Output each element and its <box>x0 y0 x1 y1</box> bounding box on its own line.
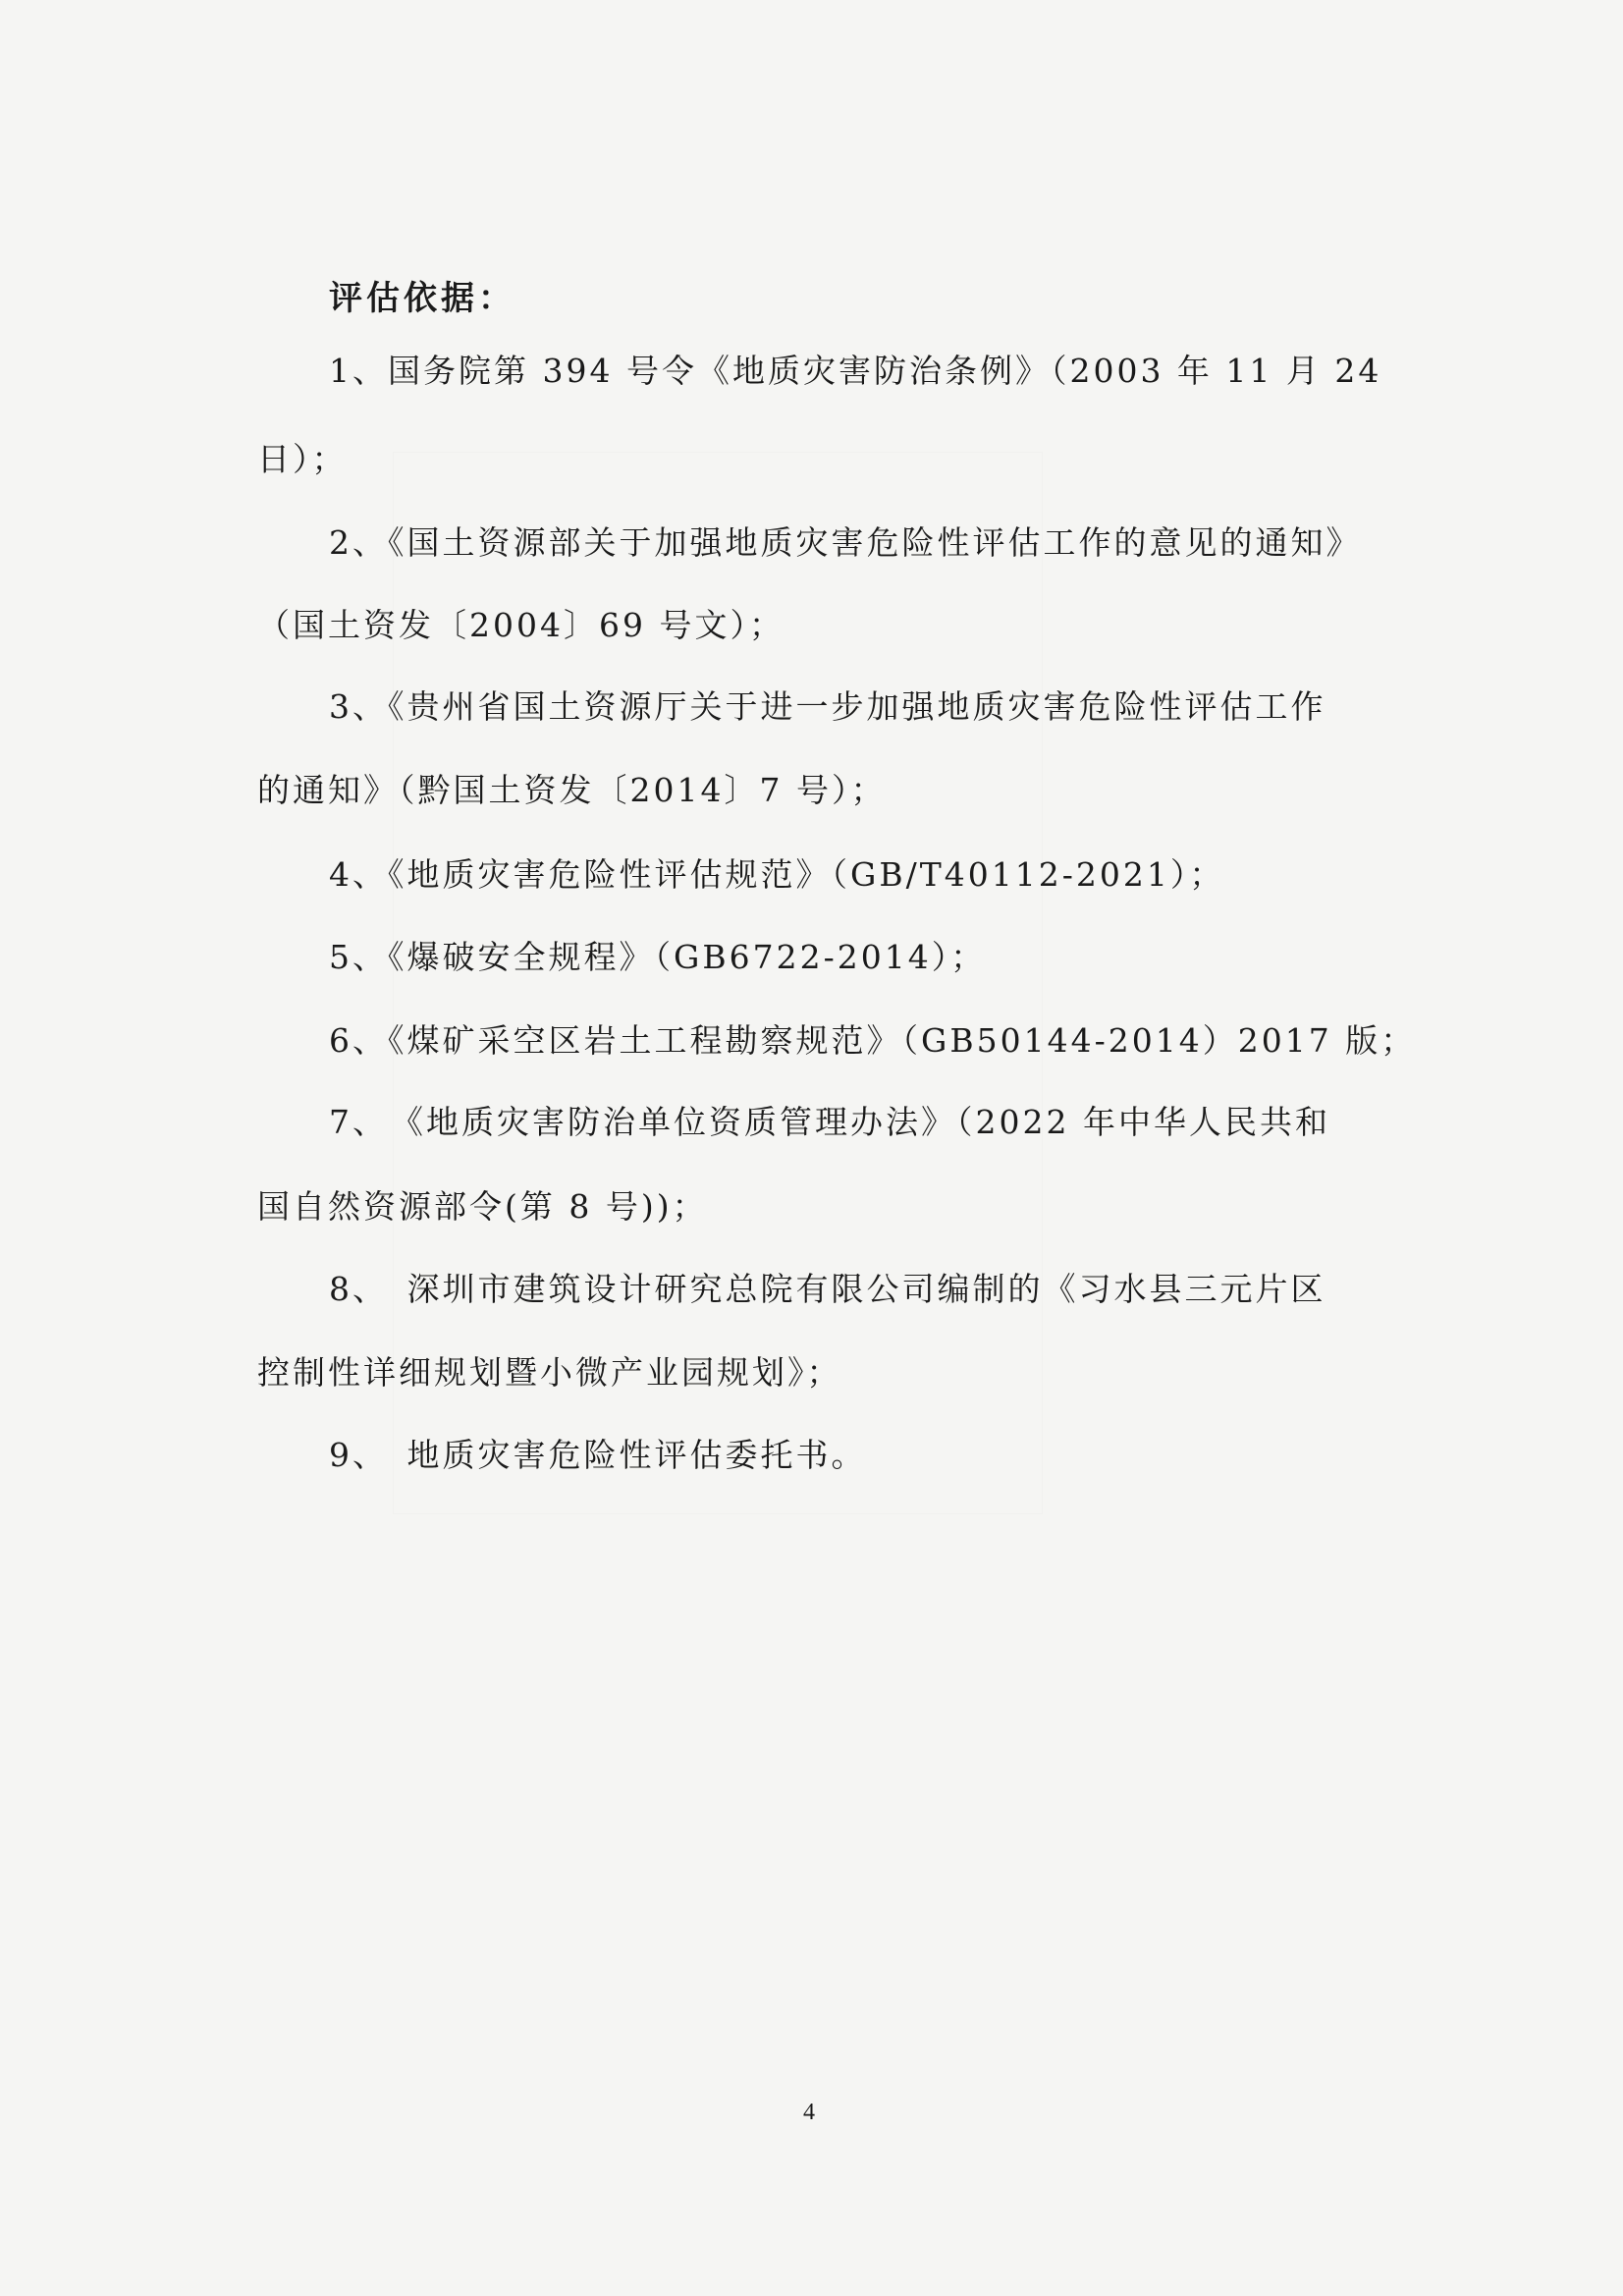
basis-item-3-line-2: 的通知》（黔国土资发〔2014〕7 号）； <box>257 771 887 809</box>
basis-item-1-line-1: 1、国务院第 394 号令《地质灾害防治条例》（2003 年 11 月 24 <box>329 352 1382 390</box>
section-heading: 评估依据： <box>329 279 515 318</box>
basis-item-6: 6、《煤矿采空区岩土工程勘察规范》（GB50144-2014）2017 版； <box>329 1021 1417 1060</box>
basis-item-8-line-1: 8、 深圳市建筑设计研究总院有限公司编制的《习水县三元片区 <box>329 1270 1326 1308</box>
basis-item-3-line-1: 3、《贵州省国土资源厅关于进一步加强地质灾害危险性评估工作 <box>329 687 1326 726</box>
basis-item-2-line-1: 2、《国土资源部关于加强地质灾害危险性评估工作的意见的通知》 <box>329 523 1362 562</box>
page-number: 4 <box>803 2100 815 2125</box>
basis-item-5: 5、《爆破安全规程》（GB6722-2014）； <box>329 938 987 976</box>
basis-item-2-line-2: （国土资发〔2004〕69 号文）； <box>257 606 784 644</box>
basis-item-7-line-2: 国自然资源部令(第 8 号))； <box>257 1187 708 1226</box>
basis-item-9: 9、 地质灾害危险性评估委托书。 <box>329 1436 867 1474</box>
basis-item-8-line-2: 控制性详细规划暨小微产业园规划》； <box>257 1353 842 1392</box>
basis-item-7-line-1: 7、 《地质灾害防治单位资质管理办法》（2022 年中华人民共和 <box>329 1103 1330 1141</box>
basis-item-4: 4、《地质灾害危险性评估规范》（GB/T40112-2021）； <box>329 855 1225 894</box>
basis-item-1-line-2: 日）； <box>257 440 348 478</box>
